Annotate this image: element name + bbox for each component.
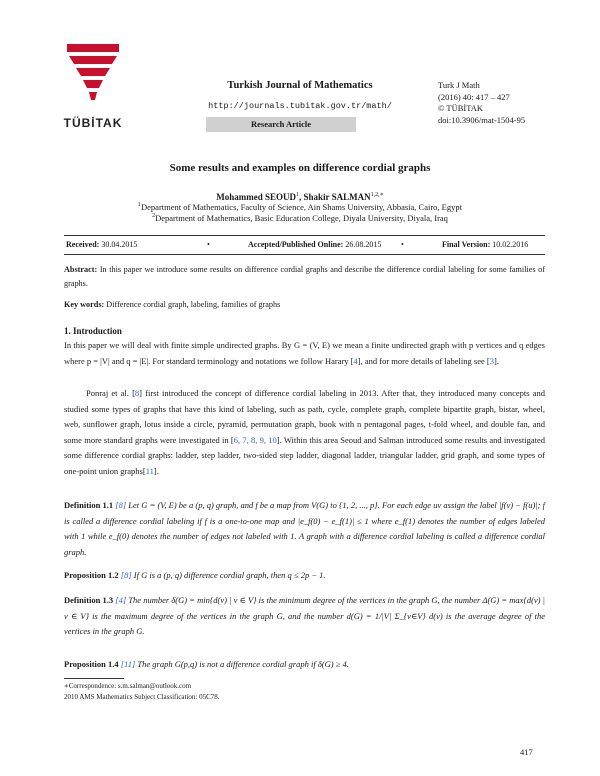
citation: Turk J Math [438,80,480,90]
volume: (2016) 40: 417 – 427 [438,91,510,102]
prop-1-2-label: Proposition 1.2 [64,570,119,580]
p2-text-c: ]. Within this area Seoud and Salman introduced some results and investigated some difference cordial graphs: ladder, step ladder, two-sided step ladder, diagonal ladder, triangular ladder, grid graph, and some types of one-point union graphs[ [64,434,545,476]
definition-1-1 [64,498,545,560]
p2-text-d: ]. [153,465,159,476]
copyright: © TÜBİTAK [438,103,484,113]
def-1-1-label: Definition 1.1 [64,500,114,510]
final-label: Final Version: [442,240,491,249]
aff-2-sup: 2 [152,213,156,220]
ref-link[interactable]: 11 [145,465,154,476]
def-1-1-text: Let G = (V, E) be a (p, q) graph, and f be a map from V(G) to {1, 2, ..., p}. For each edge uv assign the label |f(v) − f(u)|; f is called a difference cordial labeling if f is a one-to-one map and |e_f(0) − e_f(1)| ≤ 1 where e_f(1) denotes the number of edges labeled with 1 while e_f(0) denotes the number of edges not labeled with 1. A graph with a difference cordial labeling is called a difference cordial graph. [64,500,546,557]
journal-title: Turkish Journal of Mathematics [227,80,373,91]
citation-block [438,80,525,126]
journal-url[interactable]: http://journals.tubitak.gov.tr/math/ [208,101,392,111]
footnote-correspondence: ∗Correspondence: s.m.salman@outlook.com [64,682,192,690]
ref-link[interactable]: 6, 7, 8, 9, 10 [233,434,277,445]
received-label: Received: [66,240,100,249]
paper-title: Some results and examples on difference cordial graphs [169,162,431,174]
prop-1-2-ref[interactable]: [8] [120,570,132,580]
accepted-date: 26.08.2015 [345,240,382,249]
logo-text: TÜBİTAK [63,116,123,130]
bullet-2: • [401,240,404,249]
p2-text-a: Ponraj et al. [ [86,388,135,398]
keywords-label: Key words: [64,300,105,309]
def-1-3-ref[interactable]: [4] [115,595,127,605]
intro-paragraph-2 [64,386,545,480]
p1-text-c: ]. [493,355,499,366]
rule-bottom [64,254,545,255]
accepted-label: Accepted/Published Online: [248,240,344,249]
ref-link[interactable]: 4 [353,355,358,366]
definition-1-3 [64,593,545,640]
doi: doi:10.3906/mat-1504-95 [438,114,526,125]
aff-1-text: Department of Mathematics, Faculty of Science, Ain Shams University, Abbasia, Cairo, Egypt [141,202,462,212]
abstract-label: Abstract: [64,265,98,274]
bullet-1: • [207,240,210,249]
final-date: 10.02.2016 [492,240,529,249]
def-1-1-ref[interactable]: [8] [115,500,127,510]
article-type-badge: Research Article [206,117,356,132]
author-2-sup: 1,2,∗ [370,192,384,198]
affiliation-1 [0,202,600,212]
def-1-3-text: The number δ(G) = min{d(v) | v ∈ V} is the minimum degree of the vertices in the graph G, the number Δ(G) = max{d(v) | v ∈ V} is the maximum degree of the vertices in the graph G, and the number d(G) = 1/|V| Σ_{v∈V} d(v) is the average degree of the vertices in the graph G. [64,595,545,637]
abstract [64,263,545,290]
keywords-text: Difference cordial graph, labeling, families of graphs [106,300,281,309]
prop-1-4-text: The graph G(p,q) is not a difference cordial graph if δ(G) ≥ 4. [137,659,349,669]
def-1-3-label: Definition 1.3 [64,595,114,605]
author-separator: , [299,192,304,202]
page-number: 417 [520,747,533,757]
author-1: Mohammed SEOUD [216,192,297,202]
aff-1-sup: 1 [138,202,142,209]
section-heading: 1. Introduction [64,326,122,336]
keywords [64,297,545,313]
prop-1-2-text: If G is a (p, q) difference cordial graph, then q ≤ 2p − 1. [133,570,326,580]
rule-top [64,235,545,236]
affiliation-2 [0,213,600,223]
proposition-1-4 [64,657,545,673]
abstract-text: In this paper we introduce some results on difference cordial graphs and describe the difference cordial labeling for some families of graphs. [64,265,545,288]
tubitak-logo [63,44,123,114]
authors [0,191,600,202]
p1-text-b: ], and for more details of labeling see [ [357,355,490,366]
proposition-1-2 [64,568,545,584]
prop-1-4-ref[interactable]: [11] [120,659,136,669]
intro-paragraph-1 [64,338,545,369]
ref-link[interactable]: 3 [489,355,494,366]
ref-link[interactable]: 8 [134,388,140,398]
author-1-sup: 1 [296,192,300,198]
p1-text-a: In this paper we will deal with finite simple undirected graphs. By G = (V, E) we mean a finite undirected graph with p vertices and q edges where p = |V| and q = |E|. For standard terminology and notations we follow Harary [ [64,340,545,366]
author-2: Shakir SALMAN [303,192,371,202]
p2-text-b: ] first introduced the concept of difference cordial labeling in 2013. After that, they introduced many concepts and studied some types of graphs that have this kind of labeling, such as path, cycle, complete graph, complete bipartite graph, bistar, wheel, web, sunflower graph, lotus inside a circle, pyramid, permutation graph, book with n pentagonal pages, t-fold wheel, and double fan, and some more standard graphs were investigated in [ [64,388,545,445]
prop-1-4-label: Proposition 1.4 [64,659,119,669]
footnote-rule [64,678,124,679]
received-date: 30.04.2015 [101,240,138,249]
aff-2-text: Department of Mathematics, Basic Education College, Diyala University, Diyala, Iraq [155,213,448,223]
footnote-msc: 2010 AMS Mathematics Subject Classification: 05C78. [64,693,220,701]
